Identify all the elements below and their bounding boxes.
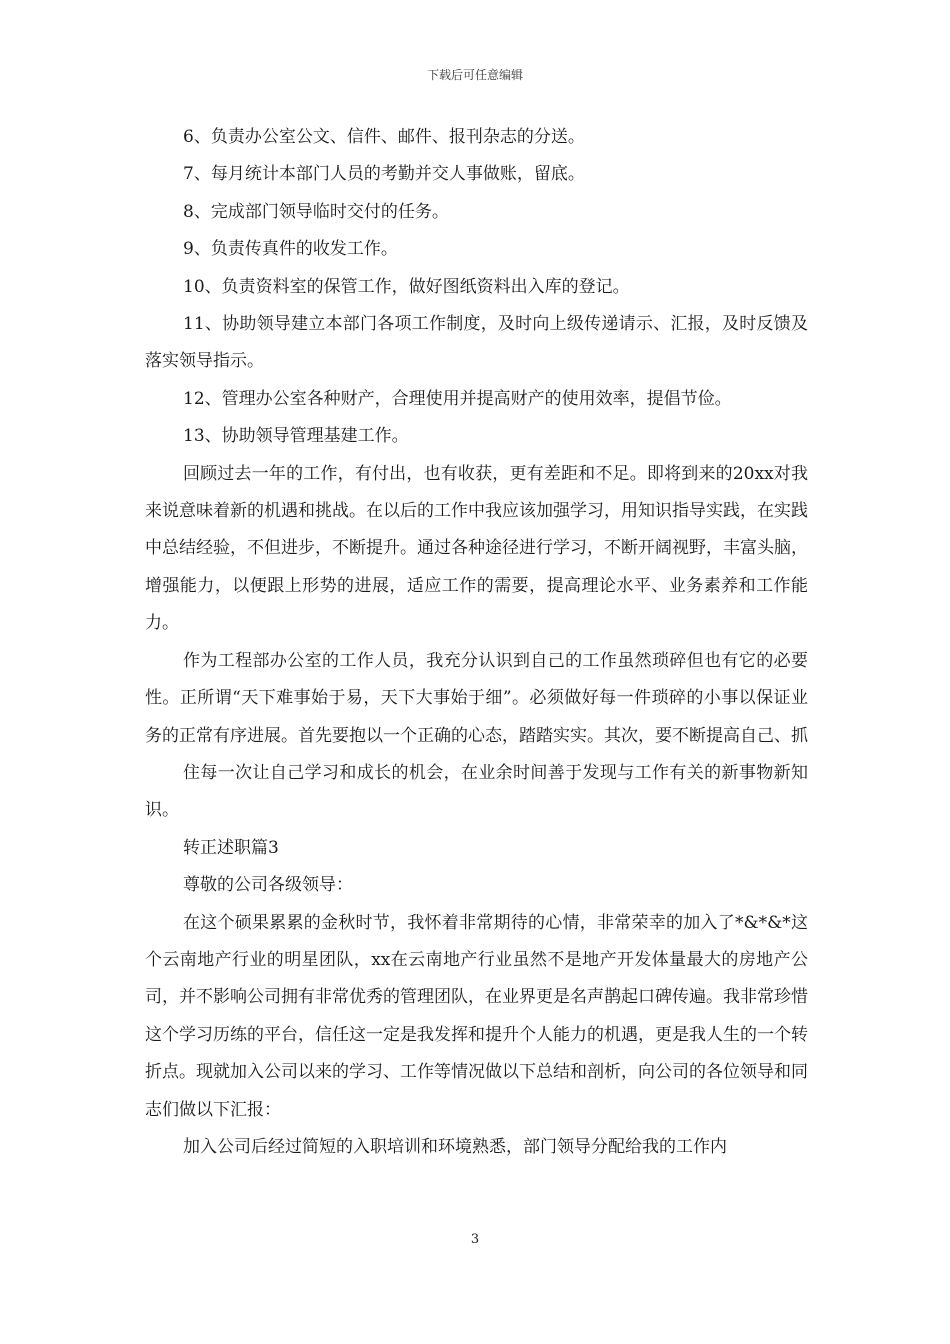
paragraph: 9、负责传真件的收发工作。 — [183, 239, 398, 260]
paragraph: 11、协助领导建立本部门各项工作制度，及时向上级传递请示、汇报，及时反馈及落实领导指示。 — [145, 314, 808, 372]
paragraph: 7、每月统计本部门人员的考勤并交人事做账，留底。 — [183, 164, 585, 185]
document-body — [145, 119, 808, 1166]
paragraph: 13、协助领导管理基建工作。 — [183, 426, 409, 447]
paragraph: 回顾过去一年的工作，有付出，也有收获，更有差距和不足。即将到来的20xx对我来说意味着新的机遇和挑战。在以后的工作中我应该加强学习，用知识指导实践，在实践中总结经验，不但进步，不断提升。通过各种途径进行学习，不断开阔视野，丰富头脑，增强能力，以便跟上形势的进展，适应工作的需要，提高理论水平、业务素养和工作能力。 — [145, 463, 808, 634]
paragraph: 作为工程部办公室的工作人员，我充分认识到自己的工作虽然琐碎但也有它的必要性。正所谓“天下难事始于易，天下大事始于细”。必须做好每一件琐碎的小事以保证业务的正常有序进展。首先要抱以一个正确的心态，踏踏实实。其次，要不断提高自己、抓 — [145, 650, 808, 746]
page-header: 下载后可任意编辑 — [426, 68, 523, 82]
paragraph: 在这个硕果累累的金秋时节，我怀着非常期待的心情，非常荣幸的加入了*&*&*这个云南地产行业的明星团队，xx在云南地产行业虽然不是地产开发体量最大的房地产公司，并不影响公司拥有非常优秀的管理团队，在业界更是名声鹊起口碑传遍。我非常珍惜这个学习历练的平台，信任这一定是我发挥和提升个人能力的机遇，更是我人生的一个转折点。现就加入公司以来的学习、工作等情况做以下总结和剖析，向公司的各位领导和同志们做以下汇报： — [145, 912, 808, 1120]
paragraph: 住每一次让自己学习和成长的机会，在业余时间善于发现与工作有关的新事物新知识。 — [145, 762, 808, 821]
section-title: 转正述职篇3 — [183, 837, 279, 858]
paragraph: 6、负责办公室公文、信件、邮件、报刊杂志的分送。 — [183, 127, 585, 147]
page-number: 3 — [470, 1232, 480, 1247]
salutation: 尊敬的公司各级领导： — [183, 875, 353, 896]
paragraph: 加入公司后经过简短的入职培训和环境熟悉，部门领导分配给我的工作内 — [183, 1136, 727, 1157]
paragraph: 12、管理办公室各种财产，合理使用并提高财产的使用效率，提倡节俭。 — [183, 388, 732, 409]
paragraph: 10、负责资料室的保管工作，做好图纸资料出入库的登记。 — [183, 276, 630, 297]
paragraph: 8、完成部门领导临时交付的任务。 — [183, 201, 449, 222]
